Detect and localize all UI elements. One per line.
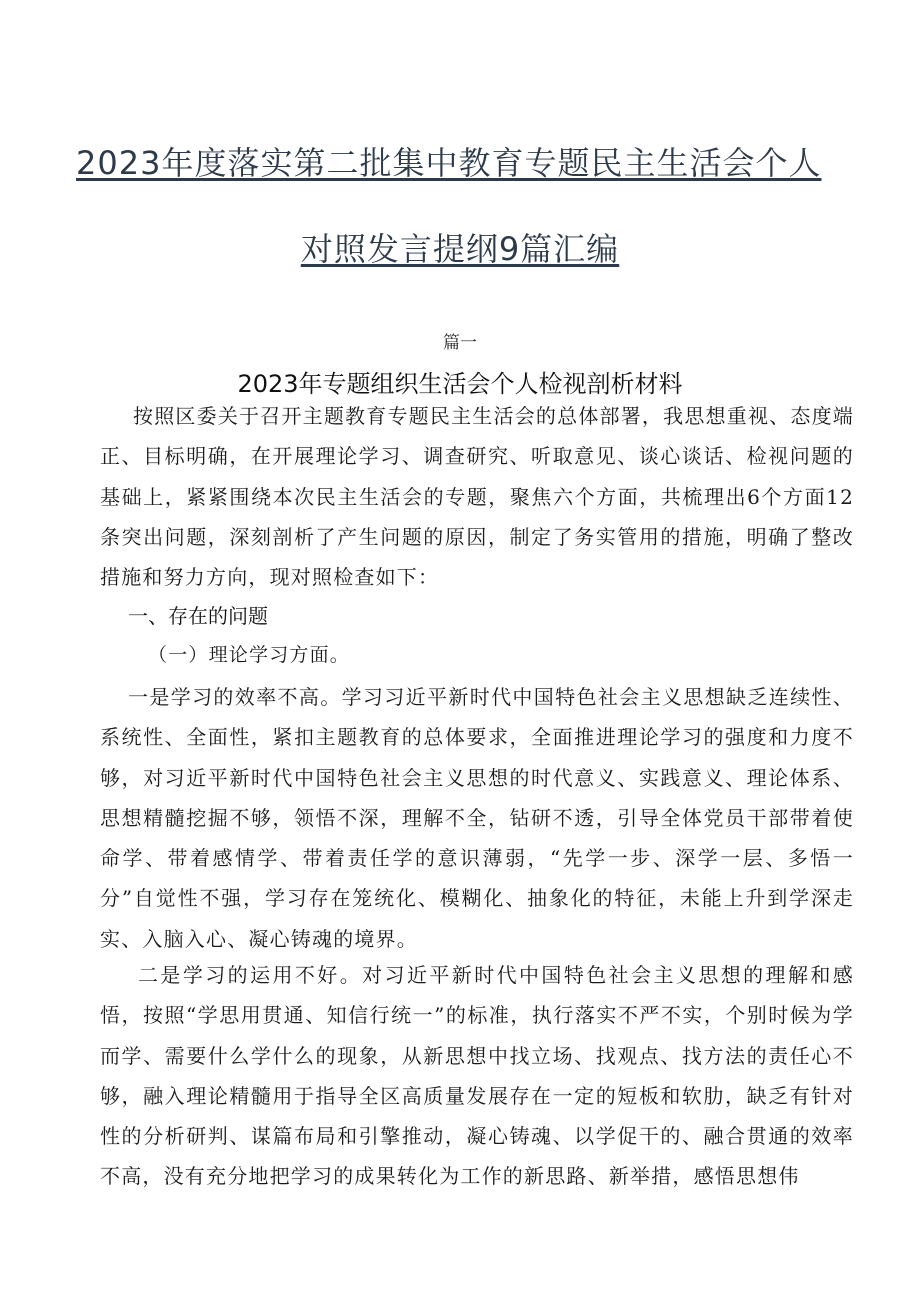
subheading-theory-study: （一）理论学习方面。 [148,644,351,666]
document-title-line1: 2023年度落实第二批集中教育专题民主生活会个人 [76,144,822,182]
paragraph-study-application: 二是学习的运用不好。对习近平新时代中国特色社会主义思想的理解和感悟，按照“学思用贯通、知信行统一”的标准，执行落实不严不实，个别时候为学而学、需要什么学什么的现象，从新思想中找立场、找观点、找方法的责任心不够，融入理论精髓用于指导全区高质量发展存在一定的短板和软肋，缺乏有针对性的分析研判、谋篇布局和引擎推动，凝心铸魂、以学促干的、融合贯通的效率不高，没有充分地把学习的成果转化为工作的新思路、新举措，感悟思想伟 [100,963,854,1189]
section-label: 篇一 [443,333,477,353]
document-title-line2-text: 对照发言提纲9篇汇编 [300,230,620,268]
heading-existing-problems: 一、存在的问题 [128,604,268,628]
section-title: 2023年专题组织生活会个人检视剖析材料 [237,370,683,398]
intro-paragraph: 按照区委关于召开主题教育专题民主生活会的总体部署，我思想重视、态度端正、目标明确，在开展理论学习、调查研究、听取意见、谈心谈话、检视问题的基础上，紧紧围绕本次民主生活会的专题，聚焦六个方面，共梳理出6个方面12条突出问题，深刻剖析了产生问题的原因，制定了务实管用的措施，明确了整改措施和努力方向，现对照检查如下： [100,404,854,590]
paragraph-study-efficiency: 一是学习的效率不高。学习习近平新时代中国特色社会主义思想缺乏连续性、系统性、全面性，紧扣主题教育的总体要求，全面推进理论学习的强度和力度不够，对习近平新时代中国特色社会主义思想的时代意义、实践意义、理论体系、思想精髓挖掘不够，领悟不深，理解不全，钻研不透，引导全体党员干部带着使命学、带着感情学、带着责任学的意识薄弱，“先学一步、深学一层、多悟一分”自觉性不强，学习存在笼统化、模糊化、抽象化的特征，未能上升到学深走实、入脑入心、凝心铸魂的境界。 [100,685,854,951]
document-title-line2 [0,224,920,270]
